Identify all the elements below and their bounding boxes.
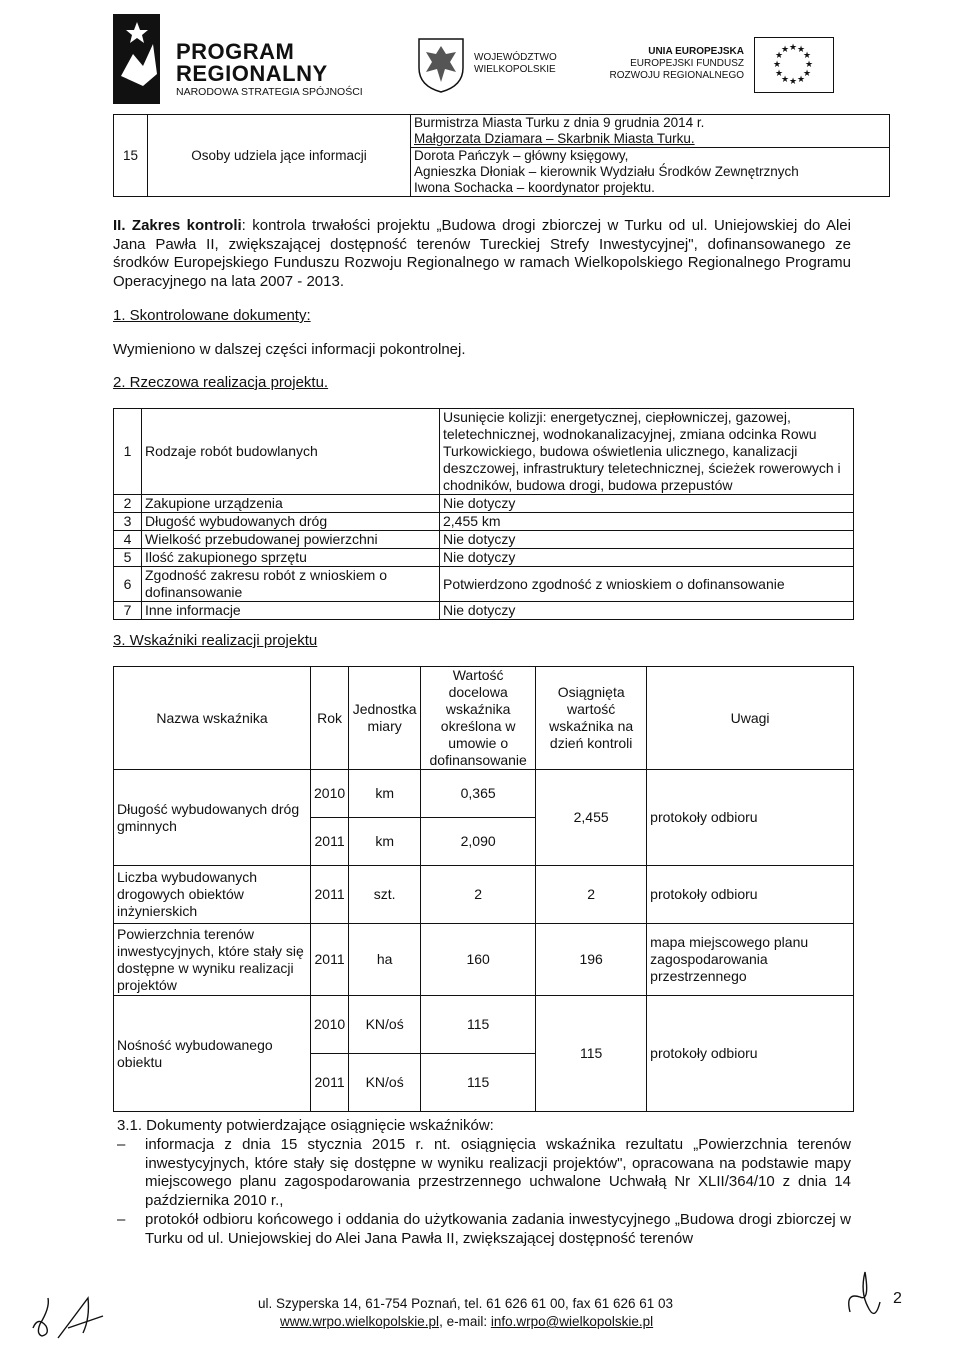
svg-text:★: ★ bbox=[773, 60, 782, 70]
svg-text:★: ★ bbox=[803, 69, 812, 79]
header-year: Rok bbox=[311, 667, 349, 770]
sub31-item: protokół odbioru końcowego i oddania do użytkowania zadania inwestycyjnego „Budowa drogi zbiorczej w Turku od ul. Uniejowskiej do Alei Jana Pawła II, zwiększającej dostępność terenów bbox=[145, 1211, 851, 1247]
realization-label: Ilość zakupionego sprzętu bbox=[142, 549, 440, 567]
realization-label: Zakupione urządzenia bbox=[142, 495, 440, 513]
indicator-unit: ha bbox=[349, 924, 421, 996]
program-subtitle: NARODOWA STRATEGIA SPÓJNOŚCI bbox=[176, 86, 363, 98]
eu-line2: EUROPEJSKI FUNDUSZ bbox=[630, 58, 744, 69]
initials-signature-right bbox=[840, 1262, 890, 1332]
persons-line: Małgorzata Dziamara – Skarbnik Miasta Turku. bbox=[411, 131, 890, 148]
eu-line1: UNIA EUROPEJSKA bbox=[648, 46, 744, 57]
header-achieved: Osiągnięta wartość wskaźnika na dzień kontroli bbox=[536, 667, 647, 770]
footer-contact: www.wrpo.wielkopolskie.pl, e-mail: info.wrpo@wielkopolskie.pl bbox=[280, 1314, 654, 1329]
eu-line3: ROZWOJU REGIONALNEGO bbox=[609, 70, 744, 81]
realization-number: 4 bbox=[114, 531, 142, 549]
sub31-heading: 3.1. Dokumenty potwierdzające osiągnięcie wskaźników: bbox=[117, 1117, 494, 1134]
footer-email-link[interactable]: info.wrpo@wielkopolskie.pl bbox=[490, 1314, 654, 1329]
program-title-line2: REGIONALNY bbox=[176, 61, 328, 86]
svg-text:★: ★ bbox=[775, 51, 784, 61]
section-2-text: : kontrola trwałości projektu „Budowa drogi zbiorczej w Turku od ul. Uniejowskiej do Alei Jana Pawła II, zwiększającej dostępność terenów Tureckiej Strefy Inwestycyjnej", dofinansowanego ze środków Europejskiego Funduszu Rozwoju Regionalnego w ramach Wielkopolskiego Regionalnego Programu Operacyjnego na lata 2007 - 2013. bbox=[113, 217, 851, 290]
indicator-target: 115 bbox=[421, 996, 536, 1054]
header-target: Wartość docelowa wskaźnika określona w umowie o dofinansowanie bbox=[421, 667, 536, 770]
realization-value: 2,455 km bbox=[440, 513, 854, 531]
svg-text:★: ★ bbox=[797, 75, 806, 85]
indicator-name: Liczba wybudowanych drogowych obiektów inżynierskich bbox=[114, 866, 311, 924]
svg-text:★: ★ bbox=[803, 51, 812, 61]
indicator-achieved: 196 bbox=[536, 924, 647, 996]
indicator-unit: KN/oś bbox=[349, 1054, 421, 1112]
indicator-notes: protokoły odbioru bbox=[647, 866, 854, 924]
sub31-item: informacja z dnia 15 stycznia 2015 r. nt. osiągnięcia wskaźnika rezultatu „Powierzchnia terenów inwestycyjnych, które stały się dostępne w wyniku realizacji projektów", opracowana na podstawie mapy miejscowego planu zagospodarowania przestrzennego uchwalone Uchwałą Nr XLII/364/10 z dnia 14 października 2010 r., bbox=[145, 1136, 851, 1209]
voivodeship-line2: WIELKOPOLSKIE bbox=[474, 64, 556, 75]
indicator-notes: mapa miejscowego planu zagospodarowania przestrzennego bbox=[647, 924, 854, 996]
section-2-heading: II. Zakres kontroli bbox=[113, 217, 242, 234]
svg-text:★: ★ bbox=[781, 45, 790, 55]
realization-number: 5 bbox=[114, 549, 142, 567]
indicator-unit: km bbox=[349, 818, 421, 866]
indicator-target: 2 bbox=[421, 866, 536, 924]
realization-label: Wielkość przebudowanej powierzchni bbox=[142, 531, 440, 549]
indicator-notes: protokoły odbioru bbox=[647, 996, 854, 1112]
svg-text:★: ★ bbox=[805, 60, 814, 70]
bullet-dash: – bbox=[117, 1211, 126, 1228]
indicator-unit: szt. bbox=[349, 866, 421, 924]
voivodeship-line1: WOJEWÓDZTWO bbox=[474, 52, 557, 63]
sub1-heading: 1. Skontrolowane dokumenty: bbox=[113, 307, 311, 324]
indicator-notes: protokoły odbioru bbox=[647, 770, 854, 866]
indicator-target: 0,365 bbox=[421, 770, 536, 818]
persons-line: Iwona Sochacka – koordynator projektu. bbox=[411, 180, 890, 197]
program-logo-graphic bbox=[113, 14, 160, 104]
realization-label: Długość wybudowanych dróg bbox=[142, 513, 440, 531]
indicator-unit: KN/oś bbox=[349, 996, 421, 1054]
footer-website-link[interactable]: www.wrpo.wielkopolskie.pl bbox=[280, 1314, 440, 1329]
realization-number: 1 bbox=[114, 409, 142, 495]
realization-number: 3 bbox=[114, 513, 142, 531]
eu-flag-icon bbox=[754, 37, 834, 93]
realization-number: 7 bbox=[114, 602, 142, 620]
realization-value: Nie dotyczy bbox=[440, 531, 854, 549]
initials-signature-left bbox=[28, 1288, 128, 1348]
realization-label: Zgodność zakresu robót z wnioskiem o dofinansowanie bbox=[142, 567, 440, 602]
indicator-unit: km bbox=[349, 770, 421, 818]
indicator-achieved: 2 bbox=[536, 866, 647, 924]
indicator-name: Powierzchnia terenów inwestycyjnych, które stały się dostępne w wyniku realizacji projektów bbox=[114, 924, 311, 996]
svg-text:★: ★ bbox=[781, 75, 790, 85]
indicators-table bbox=[113, 666, 854, 1112]
indicator-achieved: 115 bbox=[536, 996, 647, 1112]
realization-value: Nie dotyczy bbox=[440, 549, 854, 567]
persons-label: Osoby udziela jące informacji bbox=[148, 115, 411, 197]
header-unit: Jednostka miary bbox=[349, 667, 421, 770]
indicator-year: 2010 bbox=[311, 770, 349, 818]
indicator-name: Nośność wybudowanego obiektu bbox=[114, 996, 311, 1112]
indicator-year: 2011 bbox=[311, 1054, 349, 1112]
realization-label: Inne informacje bbox=[142, 602, 440, 620]
indicator-target: 160 bbox=[421, 924, 536, 996]
persons-line: Dorota Pańczyk – główny księgowy, bbox=[411, 148, 890, 165]
realization-table bbox=[113, 408, 854, 620]
bullet-dash: – bbox=[117, 1136, 126, 1153]
svg-text:★: ★ bbox=[789, 77, 798, 87]
svg-text:★: ★ bbox=[789, 43, 798, 53]
page-number: 2 bbox=[893, 1290, 902, 1307]
realization-label: Rodzaje robót budowlanych bbox=[142, 409, 440, 495]
sub1-text: Wymieniono w dalszej części informacji pokontrolnej. bbox=[113, 341, 466, 358]
svg-text:★: ★ bbox=[775, 69, 784, 79]
svg-text:★: ★ bbox=[797, 45, 806, 55]
footer-address: ul. Szyperska 14, 61-754 Poznań, tel. 61 626 61 00, fax 61 626 61 03 bbox=[258, 1296, 674, 1311]
header-name: Nazwa wskaźnika bbox=[114, 667, 311, 770]
persons-row-number: 15 bbox=[114, 115, 148, 197]
eagle-emblem-icon bbox=[416, 36, 466, 94]
persons-line: Agnieszka Dłoniak – kierownik Wydziału Środków Zewnętrznych bbox=[411, 164, 890, 180]
sub3-heading: 3. Wskaźniki realizacji projektu bbox=[113, 632, 318, 649]
persons-line: Burmistrza Miasta Turku z dnia 9 grudnia 2014 r. bbox=[411, 115, 890, 132]
indicator-year: 2010 bbox=[311, 996, 349, 1054]
header-notes: Uwagi bbox=[647, 667, 854, 770]
realization-value: Usunięcie kolizji: energetycznej, ciepłowniczej, gazowej, teletechnicznej, wodnokanalizacyjnej, zmiana odcinka Rowu Turkowickiego, budowa oświetlenia ulicznego, kanalizacji deszczowej, infrastruktury teletechnicznej, ścieżek rowerowych i chodników, budowa drogi, budowa przepustów bbox=[440, 409, 854, 495]
indicator-year: 2011 bbox=[311, 924, 349, 996]
indicator-year: 2011 bbox=[311, 818, 349, 866]
indicator-achieved: 2,455 bbox=[536, 770, 647, 866]
realization-number: 6 bbox=[114, 567, 142, 602]
section-2-scope bbox=[113, 217, 851, 291]
program-logo bbox=[113, 14, 160, 104]
indicator-target: 115 bbox=[421, 1054, 536, 1112]
realization-value: Nie dotyczy bbox=[440, 602, 854, 620]
realization-value: Nie dotyczy bbox=[440, 495, 854, 513]
indicator-target: 2,090 bbox=[421, 818, 536, 866]
realization-number: 2 bbox=[114, 495, 142, 513]
program-title-line1: PROGRAM bbox=[176, 39, 295, 64]
indicator-name: Długość wybudowanych dróg gminnych bbox=[114, 770, 311, 866]
realization-value: Potwierdzono zgodność z wnioskiem o dofinansowanie bbox=[440, 567, 854, 602]
persons-table bbox=[113, 114, 890, 197]
indicator-year: 2011 bbox=[311, 866, 349, 924]
sub2-heading: 2. Rzeczowa realizacja projektu. bbox=[113, 374, 329, 391]
